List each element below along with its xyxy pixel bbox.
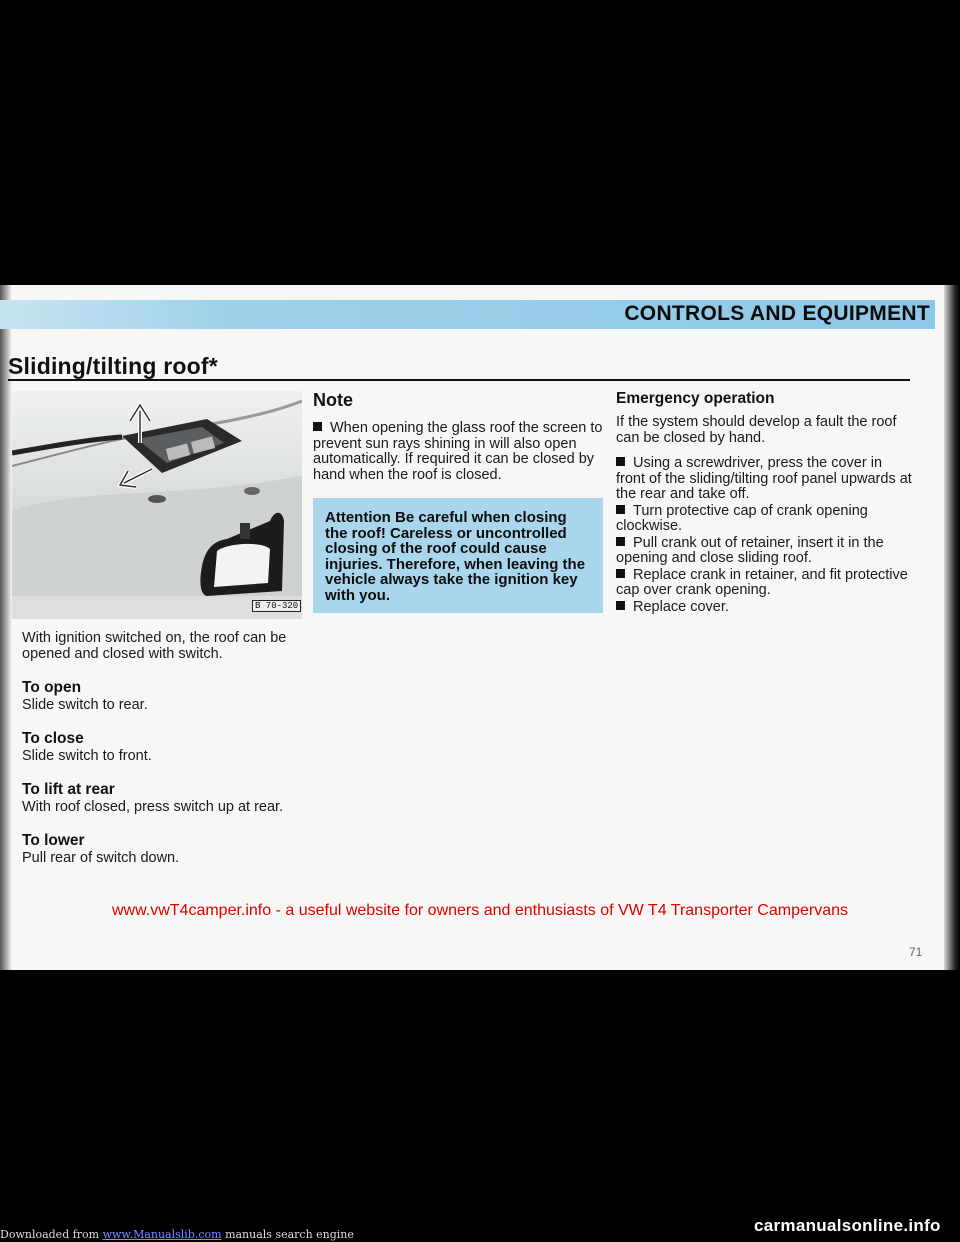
page-number: 71: [909, 945, 923, 959]
text-open: Slide switch to rear.: [22, 697, 148, 713]
instruction-lift: [22, 781, 304, 815]
heading-lift: To lift at rear: [22, 781, 115, 798]
emergency-bullet-text: Replace crank in retainer, and fit protective cap over crank opening.: [616, 566, 908, 598]
heading-lower: To lower: [22, 832, 85, 849]
instruction-open: [22, 679, 304, 713]
bullet-square-icon: [616, 569, 625, 578]
emergency-heading: Emergency operation: [616, 390, 775, 407]
page-left-edge: [0, 285, 12, 970]
website-watermark: www.vwT4camper.info - a useful website for owners and enthusiasts of VW T4 Transporter Campervans: [111, 902, 849, 919]
footer-prefix: Downloaded from: [0, 1228, 100, 1241]
emergency-bullet-text: Replace cover.: [633, 598, 729, 615]
emergency-bullet-text: Turn protective cap of crank opening clockwise.: [616, 502, 868, 534]
bullet-square-icon: [616, 457, 625, 466]
section-header: CONTROLS AND EQUIPMENT: [624, 302, 930, 325]
attention-box: Attention Be careful when closing the roof! Careless or uncontrolled closing of the roof could cause injuries. Therefore, when leaving the vehicle always take the ignition key with you.: [313, 498, 603, 613]
text-close: Slide switch to front.: [22, 748, 152, 764]
emergency-bullet-text: Using a screwdriver, press the cover in front of the sliding/tilting roof panel upwards at the rear and take off.: [616, 455, 912, 502]
bullet-square-icon: [616, 505, 625, 514]
column-note: [313, 390, 603, 613]
download-footer: [0, 1228, 354, 1241]
bullet-square-icon: [616, 601, 625, 610]
top-margin: [0, 0, 960, 285]
emergency-bullet-text: Pull crank out of retainer, insert it in the opening and close sliding roof.: [616, 534, 884, 566]
page-right-edge: [944, 285, 960, 970]
site-logo: carmanualsonline.info: [754, 1216, 941, 1235]
note-bullet: [313, 421, 603, 483]
intro-text: With ignition switched on, the roof can be opened and closed with switch.: [22, 630, 287, 662]
heading-open: To open: [22, 679, 82, 696]
note-bullet-text: When opening the glass roof the screen to prevent sun rays shining in will also open automatically. If required it can be closed by hand when the roof is closed.: [313, 420, 603, 483]
manualslib-link[interactable]: www.Manualslib.com: [102, 1228, 222, 1241]
figure-label: B 70-320: [252, 600, 301, 612]
emergency-bullet: [616, 600, 912, 616]
emergency-bullet: [616, 536, 912, 567]
instruction-close: [22, 730, 304, 764]
title-rule: [8, 379, 910, 381]
page-title: Sliding/tilting roof*: [8, 353, 218, 379]
text-lift: With roof closed, press switch up at rear.: [22, 799, 284, 815]
bullet-square-icon: [313, 422, 322, 431]
column-emergency: [616, 390, 912, 616]
emergency-bullet: [616, 504, 912, 535]
heading-close: To close: [22, 730, 84, 747]
footer-suffix: manuals search engine: [225, 1228, 354, 1241]
text-lower: Pull rear of switch down.: [22, 850, 180, 866]
instruction-lower: [22, 832, 304, 866]
bullet-square-icon: [616, 537, 625, 546]
emergency-bullet: [616, 568, 912, 599]
emergency-bullet: [616, 456, 912, 503]
note-heading: Note: [313, 390, 353, 410]
emergency-intro: If the system should develop a fault the roof can be closed by hand.: [616, 414, 897, 446]
column-operation: [22, 630, 304, 883]
roof-switch-drawing: [12, 391, 302, 619]
roof-switch-illustration: [12, 391, 302, 619]
